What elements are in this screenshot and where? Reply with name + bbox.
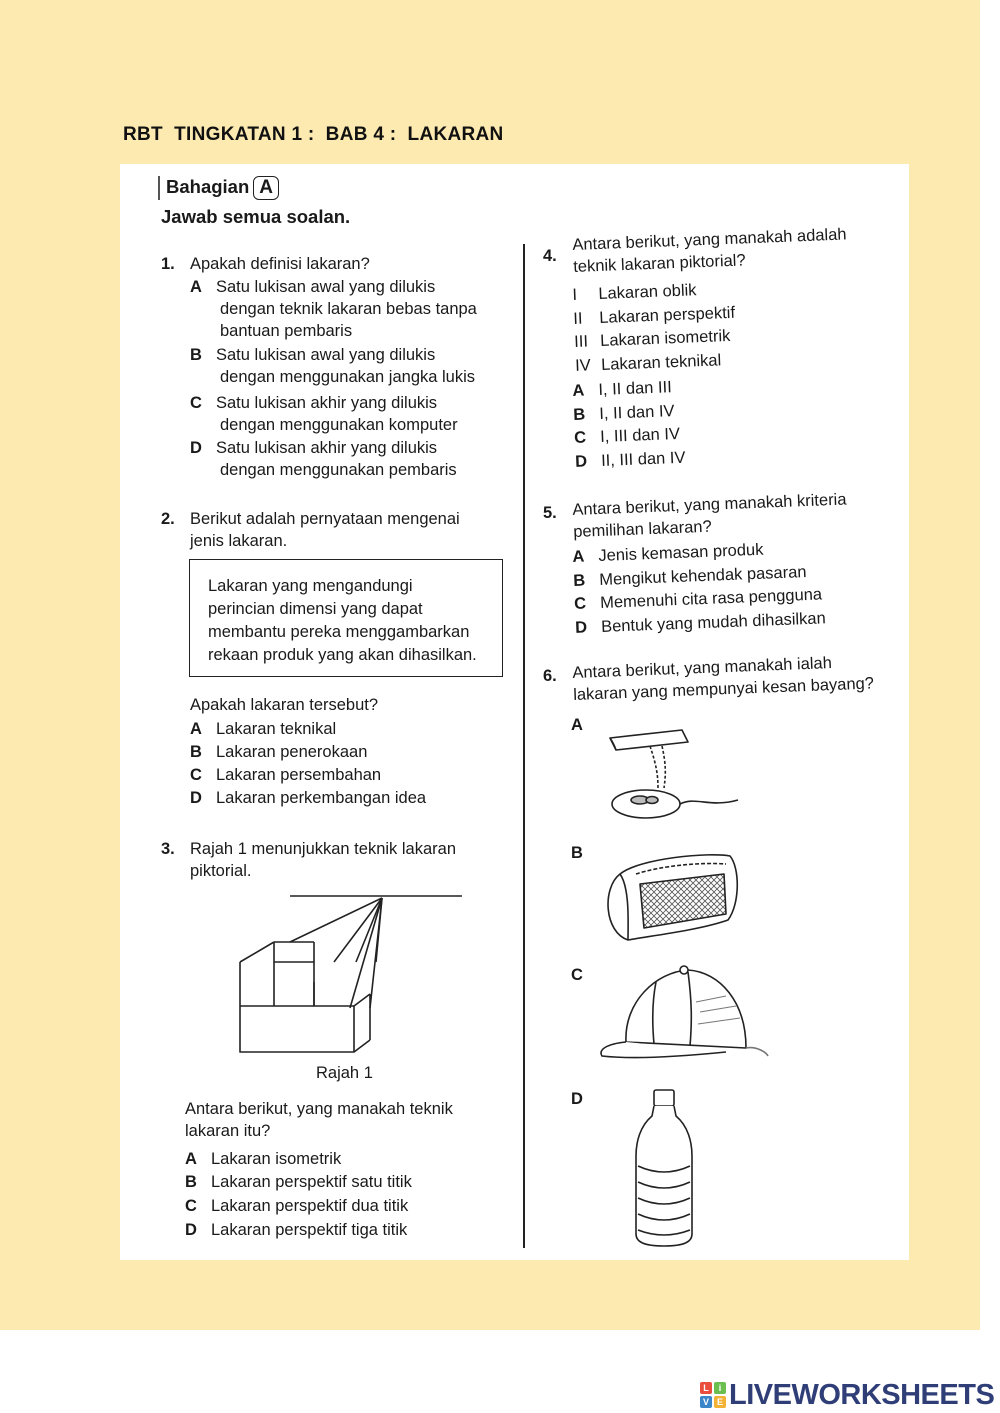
- q2-statement: Lakaran yang mengandungi perincian dimensi yang dapat membantu pereka menggambarkan rekaan produk yang akan dihasilkan.: [208, 577, 477, 664]
- q5-option-a[interactable]: A Jenis kemasan produk: [572, 540, 764, 566]
- q5-option-b[interactable]: B Mengikut kehendak pasaran: [572, 562, 807, 590]
- pencil-case-icon: [600, 844, 750, 944]
- section-label: Bahagian: [166, 176, 250, 197]
- q1-question: Apakah definisi lakaran?: [190, 255, 370, 273]
- q3-figure-caption: Rajah 1: [316, 1064, 373, 1082]
- worksheet-title: RBT TINGKATAN 1 : BAB 4 : LAKARAN: [123, 124, 504, 145]
- perspective-stairs-figure: [230, 890, 470, 1070]
- q4-option-c[interactable]: C I, III dan IV: [573, 424, 681, 447]
- q3-prompt: Antara berikut, yang manakah teknik lakaran itu?: [185, 1100, 453, 1140]
- q1-number: 1.: [161, 255, 175, 273]
- q3-option-c[interactable]: C Lakaran perspektif dua titik: [185, 1197, 409, 1215]
- q2-option-c[interactable]: C Lakaran persembahan: [190, 766, 382, 784]
- q6-number: 6.: [543, 667, 557, 685]
- q4-number: 4.: [543, 247, 557, 265]
- q2-option-b[interactable]: B Lakaran penerokaan: [190, 743, 368, 761]
- q4-item-4: IV Lakaran teknikal: [574, 350, 722, 375]
- q5-option-c[interactable]: C Memenuhi cita rasa pengguna: [573, 585, 823, 613]
- q5-number: 5.: [543, 504, 557, 522]
- q4-item-1: I Lakaran oblik: [572, 281, 697, 304]
- liveworksheets-logo[interactable]: [700, 1378, 994, 1412]
- q1-option-c[interactable]: C Satu lukisan akhir yang dilukis dengan menggunakan komputer: [190, 394, 458, 434]
- q1-option-a[interactable]: A Satu lukisan awal yang dilukis dengan teknik lakaran bebas tanpa bantuan pembaris: [190, 276, 504, 342]
- q4-option-d[interactable]: D II, III dan IV: [574, 448, 686, 471]
- section-badge: A: [253, 176, 279, 200]
- q4-question: Antara berikut, yang manakah adalah teknik lakaran piktorial?: [572, 225, 847, 276]
- q4-options: [572, 376, 686, 474]
- q4-item-3: III Lakaran isometrik: [573, 326, 731, 351]
- q1-option-b[interactable]: B Satu lukisan awal yang dilukis dengan menggunakan jangka lukis: [190, 346, 476, 386]
- q4-item-2: II Lakaran perspektif: [572, 303, 736, 328]
- q3-option-b[interactable]: B Lakaran perspektif satu titik: [185, 1173, 412, 1191]
- q1-option-d[interactable]: D Satu lukisan akhir yang dilukis dengan menggunakan pembaris: [190, 439, 457, 479]
- q6-option-c-label[interactable]: C: [571, 966, 583, 984]
- q5-option-d[interactable]: D Bentuk yang mudah dihasilkan: [574, 608, 827, 637]
- q4-option-b[interactable]: B I, II dan IV: [572, 401, 675, 424]
- desk-lamp-icon: [600, 724, 745, 824]
- q2-option-d[interactable]: D Lakaran perkembangan idea: [190, 789, 427, 807]
- liveworksheets-icon: L i V E: [700, 1382, 726, 1408]
- q3-option-a[interactable]: A Lakaran isometrik: [185, 1150, 342, 1168]
- column-divider: [523, 244, 525, 1248]
- section-bar: [158, 176, 160, 200]
- cap-icon: [596, 962, 771, 1062]
- liveworksheets-wordmark: LIVEWORKSHEETS: [729, 1378, 995, 1411]
- q5-question: Antara berikut, yang manakah kriteria pemilihan lakaran?: [572, 490, 847, 541]
- q2-option-a[interactable]: A Lakaran teknikal: [190, 720, 337, 738]
- section-instruction: Jawab semua soalan.: [161, 206, 351, 227]
- q2-number: 2.: [161, 510, 175, 528]
- q3-number: 3.: [161, 840, 175, 858]
- q4-items: [572, 278, 737, 378]
- q5-options: [572, 536, 826, 640]
- q2-question: Berikut adalah pernyataan mengenai jenis lakaran.: [190, 510, 460, 550]
- q1-a-line1: Satu lukisan awal yang dilukis: [216, 278, 436, 296]
- q4-option-a[interactable]: A I, II dan III: [572, 378, 673, 400]
- q6-option-a-label[interactable]: A: [571, 716, 583, 734]
- section-header: [166, 176, 279, 200]
- q6-option-d-label[interactable]: D: [571, 1090, 583, 1108]
- q6-option-b-label[interactable]: B: [571, 844, 583, 862]
- q3-question: Rajah 1 menunjukkan teknik lakaran piktorial.: [190, 840, 456, 880]
- bottle-icon: [630, 1086, 700, 1248]
- q2-prompt: Apakah lakaran tersebut?: [190, 696, 379, 714]
- q6-question: Antara berikut, yang manakah ialah lakaran yang mempunyai kesan bayang?: [572, 654, 875, 704]
- q3-option-d[interactable]: D Lakaran perspektif tiga titik: [185, 1221, 408, 1239]
